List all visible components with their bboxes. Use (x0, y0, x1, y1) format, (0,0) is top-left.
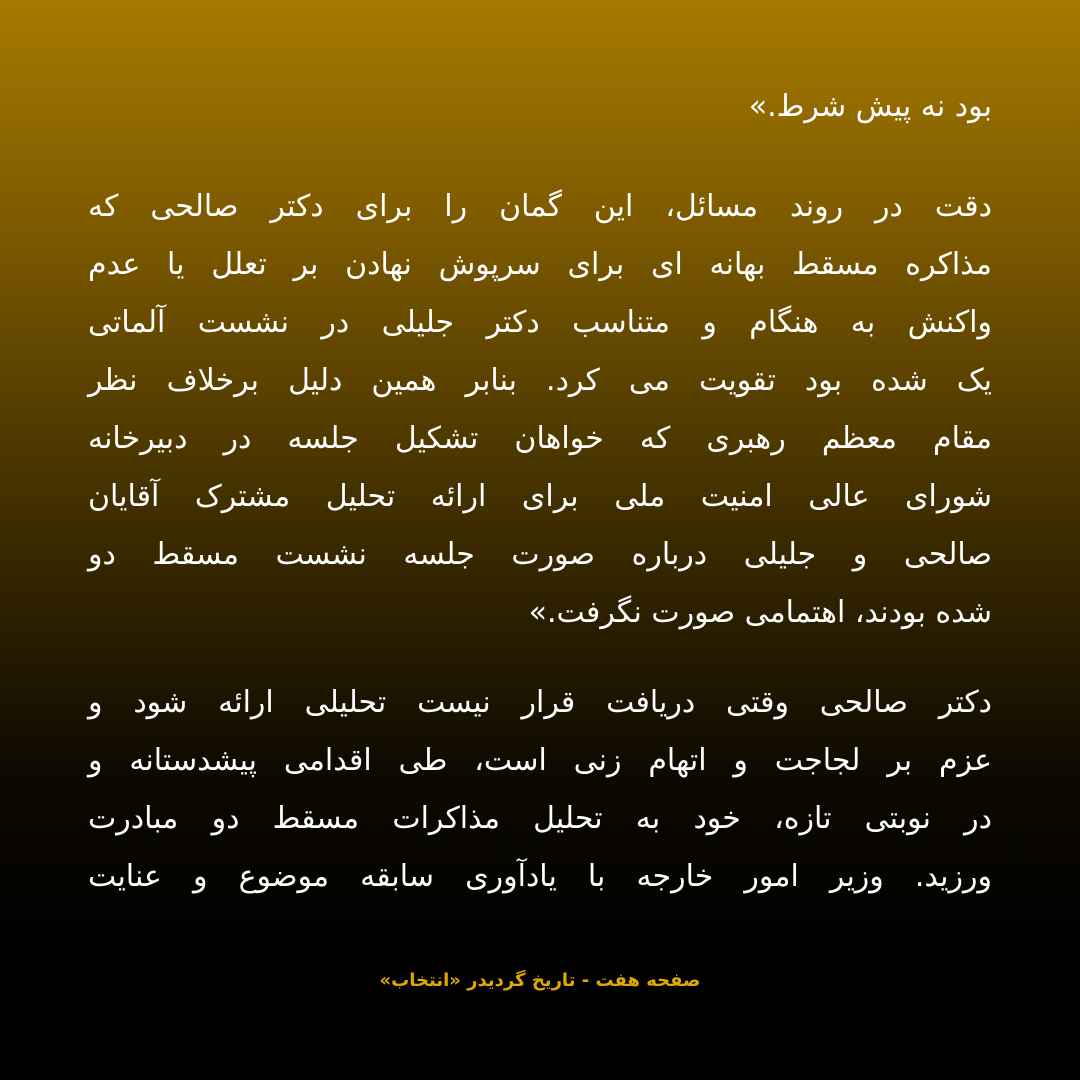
paragraph-line: دقت در روند مسائل، این گمان را برای دکتر صالحی که (88, 189, 992, 224)
paragraph-line: بود نه پیش شرط.» (748, 89, 992, 124)
paragraph-line: مذاکره مسقط بهانه ای برای سرپوش نهادن بر تعلل یا عدم (88, 247, 992, 282)
paragraph-line: در نوبتی تازه، خود به تحلیل مذاکرات مسقط دو مبادرت (88, 801, 992, 836)
paragraph-line: مقام معظم رهبری که خواهان تشکیل جلسه در دبیرخانه (88, 421, 992, 456)
paragraph-line: دکتر صالحی وقتی دریافت قرار نیست تحلیلی ارائه شود و (88, 685, 992, 720)
paragraph-line: شده بودند، اهتمامی صورت نگرفت.» (528, 595, 992, 630)
paragraph-line: شورای عالی امنیت ملی برای ارائه تحلیل مشترک آقایان (88, 479, 992, 514)
paragraph-2 (88, 178, 992, 642)
page-footer-caption: صفحه هفت - تاریخ گردیدر «انتخاب» (379, 970, 701, 991)
paragraph-line: یک شده بود تقویت می کرد. بنابر همین دلیل برخلاف نظر (88, 363, 992, 398)
paragraph-line: عزم بر لجاجت و اتهام زنی است، طی اقدامی پیشدستانه و (88, 743, 992, 778)
paragraph-1 (88, 78, 992, 136)
paragraph-line: ورزید. وزیر امور خارجه با یادآوری سابقه موضوع و عنایت (88, 859, 992, 894)
paragraph-3 (88, 674, 992, 906)
paragraph-line: واکنش به هنگام و متناسب دکتر جلیلی در نشست آلماتی (88, 305, 992, 340)
paragraph-line: صالحی و جلیلی درباره صورت جلسه نشست مسقط دو (88, 537, 992, 572)
